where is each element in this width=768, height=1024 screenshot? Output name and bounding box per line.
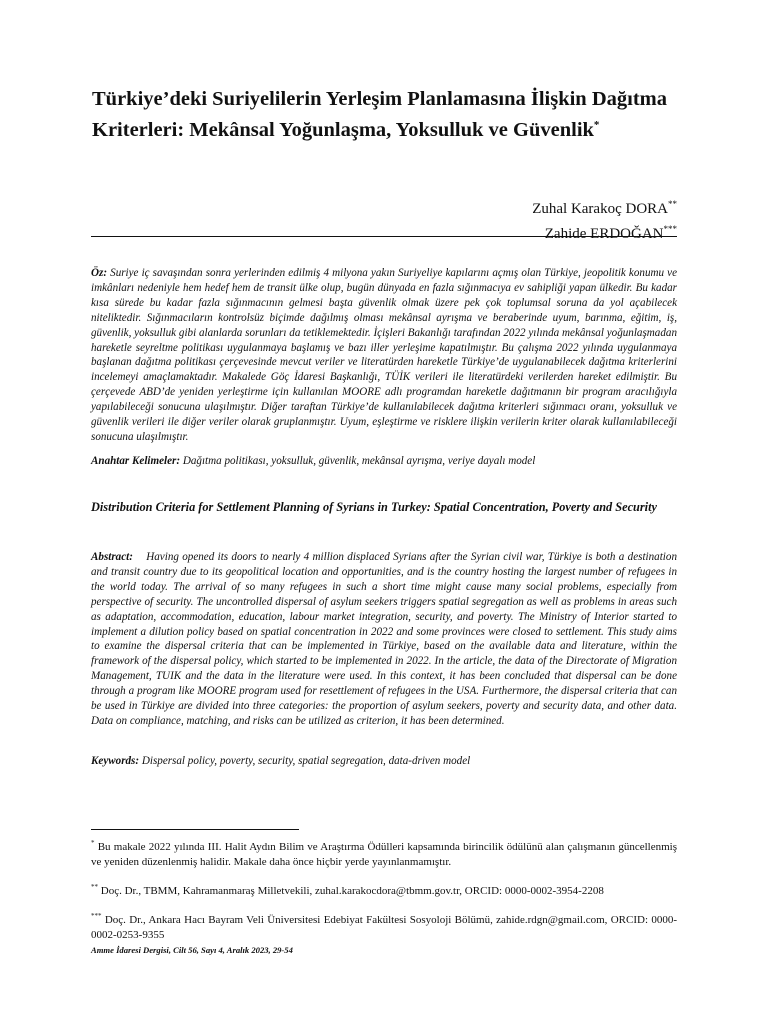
abstract-text: Suriye iç savaşından sonra yerlerinden edilmiş 4 milyona yakın Suriyeliye kapılarını açmış olan Türkiye, jeopolitik konumu ve imkânları nedeniyle hem hedef hem de transit ülke olup, bugün dünyada en fazla sığınmacıya ev sahipliği yapan ülkedir. Bu kadar kısa sürede bu kadar fazla sığınmacının gelmesi başta güvenlik olmak üzere pek çok toplumsal soruna da yol açabilecek niteliktedir. Sığınmacıların kontrolsüz biçimde dağılmış olması mekânsal ayrışma ve beraberinde uyum, barınma, eğitim, iş, güvenlik, yoksulluk gibi alanlarda sorunları da tetiklemektedir. İçişleri Bakanlığı tarafından 2022 yılında mekânsal yoğunlaşmadan hareketle seyreltme politikası uygulanmaya başlamış ve bazı iller yerleşime kapatılmıştır. Bu çalışma 2022 yılında uygulanmaya başlanan dağıtma politikası çerçevesinde mevcut veriler ve literatürden hareketle Türkiye’de uygulanabilecek dağıtma kriterlerini incelemeyi amaçlamaktadır. Makalede Göç İdaresi Başkanlığı, TÜİK verileri ile literatürdeki verilerden hareket edilmiştir. Bu çerçevede ABD’de yeniden yerleştirme için kullanılan MOORE adlı programdan hareketle dağıtmanın bir program aracılığıyla yapılabileceği sonucuna ulaşılmıştır. Diğer taraftan Türkiye’de kullanılabilecek dağıtma kriterleri sığınmacı oranı, yoksulluk ve güvenlik verileri ile diğer veriler olarak gruplanmıştır. Uyum, eşleştirme ve risklere ilişkin verilerin kriter olarak kullanılabileceği sonucuna ulaşılmıştır. xyxy=(91,267,677,443)
footnote-text: Bu makale 2022 yılında III. Halit Aydın Bilim ve Araştırma Ödülleri kapsamında birincilik ödülünü alan çalışmanın güncellenmiş ve yeniden düzenlenmiş halidir. Makale daha önce hiçbir yerde yayınlanmamıştır. xyxy=(91,841,677,868)
abstract-lead: Abstract: xyxy=(91,551,133,563)
abstract-text: Having opened its doors to nearly 4 million displaced Syrians after the Syrian civil war, Türkiye is both a destination and transit country due to its geopolitical location and opportunities, and is the country hosting the largest number of refugees in the world today. The arrival of so many refugees in such a short time might cause many social problems, especially from perspective of security. The uncontrolled dispersal of asylum seekers triggers spatial segregation as well as problems in areas such as adaptation, accommodation, education, labour market integration, security, and poverty. The Ministry of Interior started to implement a dilution policy based on spatial concentration in 2022 and some provinces were closed to settlement. This study aims to examine the dispersal criteria that can be implemented in Türkiye, based on the available data and literature, within the framework of the dispersal policy, which started to be implemented in 2022. In the article, the data of the Directorate of Migration Management, TUIK and the data in the literature were used. In this context, it has been concluded that dispersal can be done through a program like MOORE program used for resettlement of refugees in the USA. Furthermore, the dispersal criteria that can be used in Türkiye are divided into three categories: the proportion of asylum seekers, poverty and security data, and other data. Data on compliance, matching, and risks can be utilized as criterion, it has been determined. xyxy=(91,551,677,727)
title-footnote-mark: * xyxy=(593,119,600,131)
paper-title xyxy=(92,86,692,143)
paper-title-text: Türkiye’deki Suriyelilerin Yerleşim Planlamasına İlişkin Dağıtma Kriterleri: Mekânsal Yoğunlaşma, Yoksulluk ve Güvenlik xyxy=(92,88,667,141)
english-abstract xyxy=(91,550,677,729)
keywords-lead: Anahtar Kelimeler: xyxy=(91,455,181,467)
footnote-mark: * xyxy=(91,839,95,847)
author-name: Zahide ERDOĞAN xyxy=(544,226,664,242)
author-line xyxy=(532,194,677,219)
turkish-keywords xyxy=(91,454,677,469)
keywords-text: Dağıtma politikası, yoksulluk, güvenlik, mekânsal ayrışma, veriye dayalı model xyxy=(182,455,536,467)
footnote-mark: ** xyxy=(91,883,98,891)
turkish-abstract xyxy=(91,266,677,445)
abstract-lead: Öz: xyxy=(91,267,108,279)
header-divider xyxy=(91,236,677,237)
footnote-divider xyxy=(91,829,299,830)
keywords-text: Dispersal policy, poverty, security, spatial segregation, data-driven model xyxy=(141,755,471,767)
author-footnote-mark: ** xyxy=(668,199,677,209)
author-footnote-mark: *** xyxy=(663,224,677,234)
author-line xyxy=(532,219,677,244)
footnote xyxy=(91,909,677,943)
english-title: Distribution Criteria for Settlement Planning of Syrians in Turkey: Spatial Concentration, Poverty and Security xyxy=(91,500,657,514)
english-keywords xyxy=(91,754,677,769)
journal-citation: Amme İdaresi Dergisi, Cilt 56, Sayı 4, Aralık 2023, 29-54 xyxy=(91,945,293,955)
author-name: Zuhal Karakoç DORA xyxy=(532,201,668,217)
footnote-text: Doç. Dr., TBMM, Kahramanmaraş Milletvekili, zuhal.karakocdora@tbmm.gov.tr, ORCID: 0000-0002-3954-2208 xyxy=(100,885,604,897)
footnote xyxy=(91,836,677,870)
footnote-mark: *** xyxy=(91,912,102,920)
footnote-text: Doç. Dr., Ankara Hacı Bayram Veli Üniversitesi Edebiyat Fakültesi Sosyoloji Bölümü, zahide.rdgn@gmail.com, ORCID: 0000-0002-0253-9355 xyxy=(91,914,677,941)
footnote xyxy=(91,880,677,899)
keywords-lead: Keywords: xyxy=(91,755,140,767)
